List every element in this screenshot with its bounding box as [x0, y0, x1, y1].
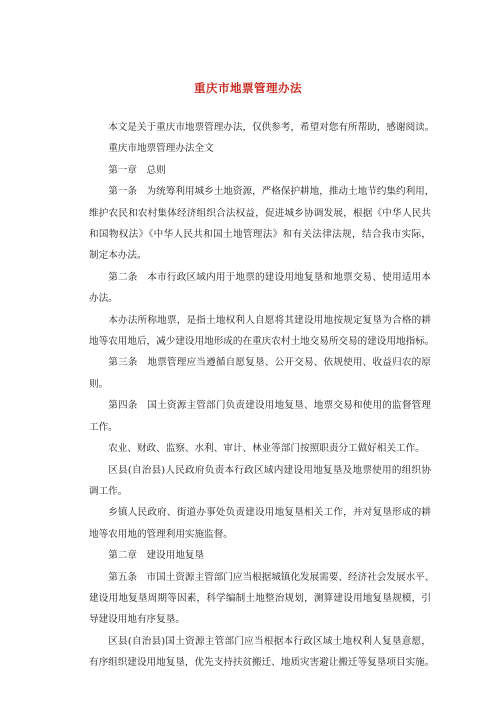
paragraph [89, 545, 431, 566]
paragraph-line: 制定本办法。 [89, 250, 147, 262]
paragraph-line: 则。 [89, 378, 109, 390]
paragraph-line: 乡镇人民政府、街道办事处负责建设用地复垦相关工作，并对复垦形成的耕 [108, 507, 431, 519]
paragraph [89, 352, 431, 395]
paragraph [89, 138, 431, 159]
document-title: 重庆市地票管理办法 [194, 81, 302, 95]
paragraph [89, 160, 431, 181]
paragraph-line: 调工作。 [89, 485, 128, 497]
paragraph-line: 有序组织建设用地复垦，优先支持扶贫搬迁、地质灾害避让搬迁等复垦项目实施。 [89, 657, 435, 669]
paragraph-line: 第一章 总则 [108, 164, 166, 176]
paragraph-line: 和国物权法》《中华人民共和国土地管理法》和有关法律法规，结合我市实际， [89, 229, 431, 241]
paragraph-line: 第四条 国土资源主管部门负责建设用地复垦、地票交易和使用的监督管理 [108, 400, 431, 412]
paragraph [89, 117, 435, 138]
paragraph-line: 维护农民和农村集体经济组织合法权益，促进城乡协调发展，根据《中华人民共 [89, 207, 431, 219]
paragraph-line: 工作。 [89, 421, 118, 433]
paragraph [89, 310, 435, 353]
paragraph [89, 267, 431, 310]
paragraph-line: 本办法所称地票，是指土地权利人自愿将其建设用地按规定复垦为合格的耕 [108, 314, 431, 326]
paragraph [89, 438, 431, 459]
paragraph-line: 地等农用地的管理利用实施监督。 [89, 528, 233, 540]
paragraph-line: 农业、财政、监察、水利、审计、林业等部门按照职责分工做好相关工作。 [108, 443, 425, 455]
paragraph-line: 办法。 [89, 293, 118, 305]
paragraph [89, 395, 431, 438]
paragraph [89, 567, 435, 631]
paragraph-line: 重庆市地票管理办法全文 [108, 143, 214, 155]
paragraph-line: 区县(自治县)人民政府负责本行政区域内建设用地复垦及地票使用的组织协 [108, 464, 431, 476]
paragraph [89, 502, 431, 545]
paragraph-line: 第二条 本市行政区域内用于地票的建设用地复垦和地票交易、使用适用本 [108, 271, 431, 283]
paragraph-line: 第三条 地票管理应当遵循自愿复垦、公开交易、依规使用、收益归农的原 [108, 357, 431, 369]
paragraph-line: 本文是关于重庆市地票管理办法，仅供参考，希望对您有所帮助，感谢阅读。 [108, 122, 435, 133]
paragraph-line: 第五条 市国土资源主管部门应当根据城镇化发展需要、经济社会发展水平、 [108, 571, 435, 583]
paragraph-line: 地等农用地后，减少建设用地形成的在重庆农村土地交易所交易的建设用地指标。 [89, 336, 435, 348]
paragraph-line: 第一条 为统筹利用城乡土地资源，严格保护耕地，推动土地节约集约利用， [108, 186, 435, 198]
paragraph [89, 181, 435, 267]
paragraph [89, 631, 435, 674]
paragraph-line: 建设用地复垦周期等因素，科学编制土地整治规划，测算建设用地复垦规模，引 [89, 592, 431, 604]
paragraph-line: 第二章 建设用地复垦 [108, 550, 205, 562]
paragraph-line: 区县(自治县)国土资源主管部门应当根据本行政区域土地权利人复垦意愿， [108, 635, 431, 647]
paragraph [89, 460, 431, 503]
paragraph-line: 导建设用地有序复垦。 [89, 614, 185, 626]
document-body [89, 117, 435, 674]
